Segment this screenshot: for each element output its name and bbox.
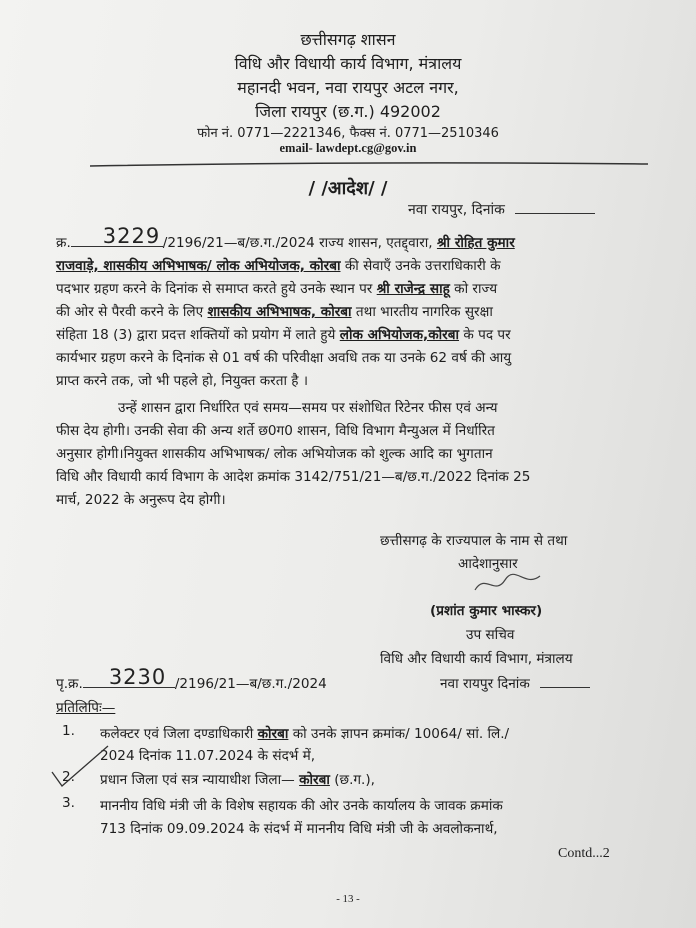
signatory-department: विधि और विधायी कार्य विभाग, मंत्रालय — [380, 651, 573, 667]
officer-name-2: राजवाड़े, शासकीय अभिभाषक/ लोक अभियोजक, कोरबा — [56, 258, 341, 274]
handwritten-order-number: 3229 — [102, 224, 161, 248]
officer-name-1: श्री रोहित कुमार — [436, 235, 515, 251]
endorsement-line — [56, 665, 327, 692]
signatory-designation: उप सचिव — [466, 627, 515, 643]
order-number-blank — [71, 224, 163, 248]
order-line-3 — [56, 278, 497, 297]
order-prefix: क्र. — [56, 235, 71, 251]
appointee-name: श्री राजेन्द्र साहू — [376, 281, 450, 297]
order-line-5 — [56, 324, 511, 343]
para2-line-5: मार्च, 2022 के अनुरूप देय होगी। — [56, 492, 226, 508]
endorsement-ref: /2196/21—ब/छ.ग./2024 — [174, 676, 327, 692]
phone-fax-line: फोन नं. 0771—2221346, फैक्स नं. 0771—2510346 — [197, 126, 499, 141]
governor-line: छत्तीसगढ़ के राज्यपाल के नाम से तथा — [380, 533, 568, 549]
copy-item-3-number: 3. — [62, 795, 75, 811]
order-line-2-text: की सेवाएँ उनके उत्तराधिकारी के — [344, 258, 501, 274]
copy-item-2-line-1 — [100, 769, 375, 788]
place-date — [408, 200, 595, 219]
copy-item-3-line-2: 713 दिनांक 09.09.2024 के संदर्भ में माननीय विधि मंत्री जी के अवलोकनार्थ, — [100, 821, 498, 837]
header-rule — [90, 158, 650, 170]
by-order-line: आदेशानुसार — [458, 556, 518, 572]
address-line: महानदी भवन, नवा रायपुर अटल नगर, — [237, 78, 459, 97]
copy-item-2-place: कोरबा — [299, 772, 330, 788]
copy-item-3-line-1: माननीय विधि मंत्री जी के विशेष सहायक की ओर उनके कार्यालय के जावक क्रमांक — [100, 798, 503, 814]
govt-name: छत्तीसगढ़ शासन — [300, 30, 396, 49]
para2-line-3: अनुसार होगी।नियुक्त शासकीय अभिभाषक/ लोक अभियोजक को शुल्क आदि का भुगतान — [56, 446, 493, 462]
order-title: / /आदेश/ / — [308, 178, 388, 199]
continued-marker: Contd...2 — [558, 846, 610, 861]
signatory-name: (प्रशांत कुमार भास्कर) — [430, 603, 543, 619]
order-line-4-text: की ओर से पैरवी करने के लिए — [56, 304, 204, 320]
district-line: जिला रायपुर (छ.ग.) 492002 — [255, 102, 441, 121]
order-line-6: कार्यभार ग्रहण करने के दिनांक से 01 वर्ष की परिवीक्षा अवधि तक या उनके 62 वर्ष की आयु — [56, 350, 512, 366]
copy-to-label: प्रतिलिपिः— — [56, 700, 116, 716]
copy-item-1-number: 1. — [62, 723, 75, 739]
post-public-prosecutor: लोक अभियोजक,कोरबा — [339, 327, 460, 343]
dept-name: विधि और विधायी कार्य विभाग, मंत्रालय — [234, 54, 462, 73]
copy-item-1-text-end: को उनके ज्ञापन क्रमांक/ 10064/ सां. लि./ — [292, 726, 510, 742]
place-date-label: नवा रायपुर, दिनांक — [408, 202, 505, 218]
order-ref: /2196/21—ब/छ.ग./2024 राज्य शासन, एतद्द्वारा, — [162, 235, 433, 251]
copy-item-2-text: प्रधान जिला एवं सत्र न्यायाधीश जिला— — [100, 772, 295, 788]
copy-item-1-place: कोरबा — [257, 726, 289, 742]
endorsement-place-date — [440, 673, 590, 692]
order-line-5-text: संहिता 18 (3) द्वारा प्रदत्त शक्तियों को प्रयोग में लाते हुये — [56, 327, 336, 343]
page-number: - 13 - — [336, 893, 360, 905]
para2-line-1: उन्हें शासन द्वारा निर्धारित एवं समय—समय पर संशोधित रिटेनर फीस एवं अन्य — [118, 400, 498, 416]
copy-item-1-text: कलेक्टर एवं जिला दण्डाधिकारी — [100, 726, 254, 742]
post-govt-advocate: शासकीय अभिभाषक, कोरबा — [207, 304, 352, 320]
order-line-5-end: के पद पर — [463, 327, 511, 343]
order-line-4 — [56, 301, 493, 320]
copy-item-1-line-2: 2024 दिनांक 11.07.2024 के संदर्भ में, — [100, 748, 316, 764]
email-line: email- lawdept.cg@gov.in — [279, 141, 417, 155]
endorsement-prefix: पृ.क्र. — [56, 676, 83, 692]
order-line-3-end: को राज्य — [454, 281, 498, 297]
copy-item-1-line-1 — [100, 723, 509, 742]
endorsement-date-blank — [540, 687, 590, 688]
order-line-1 — [56, 224, 515, 251]
date-blank — [515, 213, 595, 214]
copy-item-2-number: 2. — [62, 769, 75, 785]
order-line-2 — [56, 255, 501, 274]
para2-line-4: विधि और विधायी कार्य विभाग के आदेश क्रमांक 3142/751/21—ब/छ.ग./2022 दिनांक 25 — [56, 469, 531, 485]
order-line-4-end: तथा भारतीय नागरिक सुरक्षा — [355, 304, 493, 320]
copy-item-2-text-end: (छ.ग.), — [334, 772, 375, 788]
endorsement-number-blank — [83, 665, 175, 689]
handwritten-endorsement-number: 3230 — [108, 665, 167, 689]
order-line-7: प्राप्त करने तक, जो भी पहले हो, नियुक्त करता है । — [56, 373, 308, 389]
endorsement-place-date-label: नवा रायपुर दिनांक — [440, 676, 530, 692]
signature-scribble — [470, 568, 550, 598]
para2-line-2: फीस देय होगी। उनकी सेवा की अन्य शर्ते छ0ग0 शासन, विधि विभाग मैन्युअल में निर्धारित — [56, 423, 495, 439]
order-line-3-text: पदभार ग्रहण करने के दिनांक से समाप्त करते हुये उनके स्थान पर — [56, 281, 373, 297]
